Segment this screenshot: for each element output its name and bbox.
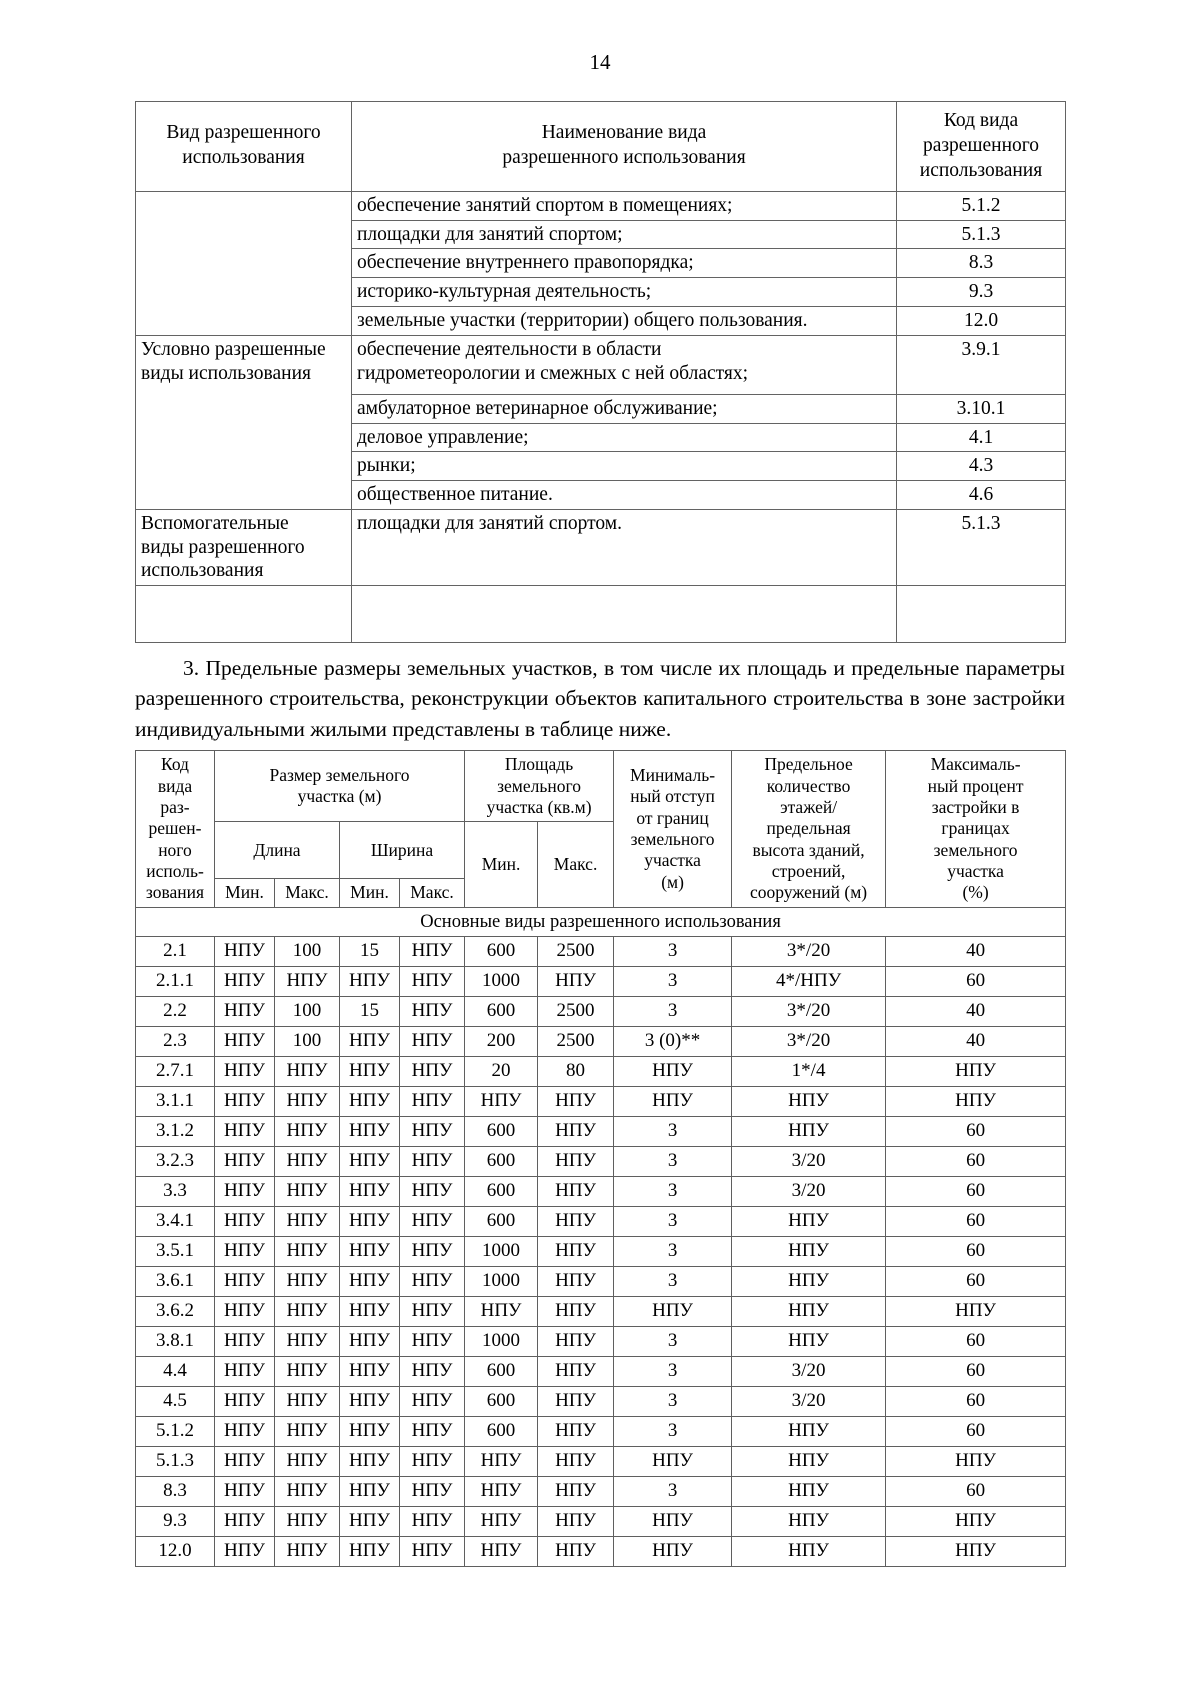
cell-code: 8.3 [136, 1476, 215, 1506]
cell-offset: 3 [614, 1236, 732, 1266]
cell-area-max: НПУ [538, 1086, 614, 1116]
cell-offset: 3 [614, 1266, 732, 1296]
cell-length-max: НПУ [275, 1356, 340, 1386]
cell-length-max: НПУ [275, 1536, 340, 1566]
cell-floors: 3*/20 [732, 996, 886, 1026]
cell-width-max: НПУ [400, 1416, 465, 1446]
table-row [136, 936, 1066, 966]
cell-width-max: НПУ [400, 1536, 465, 1566]
cell-area-max: НПУ [538, 1176, 614, 1206]
cell-offset: 3 [614, 1116, 732, 1146]
cell-floors: НПУ [732, 1116, 886, 1146]
cell-width-max: НПУ [400, 1386, 465, 1416]
cell-area-max: НПУ [538, 1116, 614, 1146]
cell-offset: НПУ [614, 1506, 732, 1536]
cell-width-max: НПУ [400, 1236, 465, 1266]
table-row [136, 1116, 1066, 1146]
table-row [136, 1416, 1066, 1446]
cell-floors: НПУ [732, 1296, 886, 1326]
header-code: Код вида разрешенного использования [897, 102, 1066, 192]
cell-offset: 3 [614, 1206, 732, 1236]
cell-offset: 3 [614, 1476, 732, 1506]
cell-area-min: 600 [465, 1146, 538, 1176]
use-code-cell: 4.3 [897, 452, 1066, 481]
cell-width-min: НПУ [340, 1086, 400, 1116]
use-code-cell: 3.9.1 [897, 335, 1066, 394]
cell-offset: 3 [614, 936, 732, 966]
cell-width-min: НПУ [340, 966, 400, 996]
cell-area-max: НПУ [538, 1326, 614, 1356]
cell-width-min: НПУ [340, 1146, 400, 1176]
cell-length-min: НПУ [215, 1476, 275, 1506]
cell-offset: НПУ [614, 1536, 732, 1566]
table-row [136, 1536, 1066, 1566]
cell-area-max: НПУ [538, 1536, 614, 1566]
use-code-cell: 3.10.1 [897, 394, 1066, 423]
table-row [136, 1326, 1066, 1356]
cell-width-max: НПУ [400, 1506, 465, 1536]
cell-area-max: НПУ [538, 1416, 614, 1446]
cell-area-max: НПУ [538, 1146, 614, 1176]
permitted-use-table-body [136, 191, 1066, 642]
table-row [136, 1296, 1066, 1326]
cell-percent: 60 [886, 1236, 1066, 1266]
cell-floors: 4*/НПУ [732, 966, 886, 996]
cell-length-min: НПУ [215, 1446, 275, 1476]
cell-area-max: НПУ [538, 1386, 614, 1416]
header-width-min: Мин. [340, 879, 400, 907]
section-label: Основные виды разрешенного использования [136, 907, 1066, 936]
cell-percent: НПУ [886, 1506, 1066, 1536]
use-name-cell: общественное питание. [352, 481, 897, 510]
cell-percent: НПУ [886, 1296, 1066, 1326]
cell-area-min: НПУ [465, 1536, 538, 1566]
cell-width-min: НПУ [340, 1236, 400, 1266]
cell-length-max: НПУ [275, 1416, 340, 1446]
cell-length-max: НПУ [275, 1266, 340, 1296]
table-header-row [136, 102, 1066, 192]
cell-length-max: НПУ [275, 1146, 340, 1176]
cell-percent: НПУ [886, 1086, 1066, 1116]
permitted-use-table [135, 101, 1066, 643]
cell-code: 12.0 [136, 1536, 215, 1566]
header-max-percent: Максималь- ный процент застройки в границах земельного участка (%) [886, 751, 1066, 907]
cell-percent: 60 [886, 1146, 1066, 1176]
cell-area-min: НПУ [465, 1086, 538, 1116]
use-name-cell: обеспечение внутреннего правопорядка; [352, 249, 897, 278]
cell-length-max: НПУ [275, 1446, 340, 1476]
use-code-cell: 9.3 [897, 278, 1066, 307]
cell-length-max: НПУ [275, 1476, 340, 1506]
cell-area-min: 200 [465, 1026, 538, 1056]
cell-offset: 3 [614, 996, 732, 1026]
parameters-header-row-1 [136, 751, 1066, 822]
cell-length-min: НПУ [215, 936, 275, 966]
cell-width-max: НПУ [400, 1356, 465, 1386]
use-code-cell: 4.1 [897, 423, 1066, 452]
use-name-cell: площадки для занятий спортом. [352, 509, 897, 585]
cell-width-max: НПУ [400, 1326, 465, 1356]
header-code-of-use: Код вида раз- решен- ного исполь- зования [136, 751, 215, 907]
use-category-cell: Условно разрешенные виды использования [136, 335, 352, 509]
cell-area-min: 20 [465, 1056, 538, 1086]
table-row [136, 191, 1066, 220]
cell-length-min: НПУ [215, 996, 275, 1026]
cell-area-max: НПУ [538, 1476, 614, 1506]
cell-code: 2.2 [136, 996, 215, 1026]
cell-area-max: НПУ [538, 1446, 614, 1476]
cell-floors: 3/20 [732, 1176, 886, 1206]
table-row [136, 1356, 1066, 1386]
cell-code: 4.4 [136, 1356, 215, 1386]
cell-floors: НПУ [732, 1416, 886, 1446]
cell-offset: НПУ [614, 1086, 732, 1116]
spacer-cell [352, 614, 897, 642]
cell-code: 3.6.2 [136, 1296, 215, 1326]
use-name-cell: деловое управление; [352, 423, 897, 452]
cell-code: 3.4.1 [136, 1206, 215, 1236]
cell-percent: 40 [886, 1026, 1066, 1056]
cell-offset: 3 [614, 1416, 732, 1446]
cell-code: 2.1.1 [136, 966, 215, 996]
cell-area-min: НПУ [465, 1446, 538, 1476]
cell-offset: 3 [614, 1146, 732, 1176]
cell-length-max: НПУ [275, 1056, 340, 1086]
table-row [136, 966, 1066, 996]
cell-width-min: НПУ [340, 1386, 400, 1416]
paragraph-3-text: 3. Предельные размеры земельных участков, в том числе их площадь и предельные параметры разрешенного строительства, реконструкции объектов капитального строительства в зоне застройки индивидуальными жилыми [135, 655, 1065, 741]
cell-code: 3.2.3 [136, 1146, 215, 1176]
use-name-cell: земельные участки (территории) общего пользования. [352, 306, 897, 335]
cell-length-min: НПУ [215, 1296, 275, 1326]
cell-floors: НПУ [732, 1086, 886, 1116]
permitted-use-table-head [136, 102, 1066, 192]
cell-length-max: НПУ [275, 1506, 340, 1536]
header-plot-size: Размер земельного участка (м) [215, 751, 465, 822]
cell-percent: НПУ [886, 1056, 1066, 1086]
use-name-cell: историко-культурная деятельность; [352, 278, 897, 307]
cell-floors: НПУ [732, 1506, 886, 1536]
header-length-max: Макс. [275, 879, 340, 907]
cell-offset: НПУ [614, 1446, 732, 1476]
cell-length-max: 100 [275, 936, 340, 966]
spacer-cell [136, 586, 352, 614]
cell-offset: 3 [614, 1356, 732, 1386]
spacer-cell [897, 586, 1066, 614]
spacer-cell [136, 614, 352, 642]
cell-length-max: НПУ [275, 1236, 340, 1266]
header-area-min: Мин. [465, 822, 538, 907]
cell-floors: НПУ [732, 1236, 886, 1266]
cell-area-max: 2500 [538, 996, 614, 1026]
page-content [135, 73, 1065, 1567]
cell-width-max: НПУ [400, 1056, 465, 1086]
cell-width-max: НПУ [400, 1086, 465, 1116]
cell-area-min: 600 [465, 936, 538, 966]
cell-area-min: 600 [465, 1416, 538, 1446]
cell-percent: 40 [886, 936, 1066, 966]
cell-width-min: НПУ [340, 1446, 400, 1476]
cell-area-min: 600 [465, 1116, 538, 1146]
cell-width-min: НПУ [340, 1476, 400, 1506]
use-code-cell: 5.1.2 [897, 191, 1066, 220]
cell-width-max: НПУ [400, 1266, 465, 1296]
cell-width-min: НПУ [340, 1026, 400, 1056]
cell-area-min: 600 [465, 1176, 538, 1206]
cell-length-min: НПУ [215, 1536, 275, 1566]
cell-floors: 3/20 [732, 1386, 886, 1416]
cell-length-max: НПУ [275, 1206, 340, 1236]
cell-area-max: НПУ [538, 966, 614, 996]
cell-width-min: НПУ [340, 1266, 400, 1296]
cell-area-min: НПУ [465, 1476, 538, 1506]
cell-floors: НПУ [732, 1476, 886, 1506]
cell-length-max: НПУ [275, 966, 340, 996]
cell-percent: 60 [886, 1176, 1066, 1206]
cell-floors: 3*/20 [732, 936, 886, 966]
cell-width-min: НПУ [340, 1536, 400, 1566]
cell-area-min: 600 [465, 996, 538, 1026]
cell-width-min: 15 [340, 936, 400, 966]
cell-width-max: НПУ [400, 1176, 465, 1206]
parameters-table-head [136, 751, 1066, 907]
cell-percent: НПУ [886, 1536, 1066, 1566]
table-row [136, 1476, 1066, 1506]
cell-area-min: 600 [465, 1206, 538, 1236]
cell-length-max: НПУ [275, 1326, 340, 1356]
cell-length-min: НПУ [215, 1356, 275, 1386]
cell-code: 3.6.1 [136, 1266, 215, 1296]
cell-code: 2.7.1 [136, 1056, 215, 1086]
cell-percent: 60 [886, 1116, 1066, 1146]
cell-offset: 3 [614, 966, 732, 996]
cell-area-max: НПУ [538, 1296, 614, 1326]
cell-length-max: НПУ [275, 1086, 340, 1116]
header-plot-area: Площадь земельного участка (кв.м) [465, 751, 614, 822]
cell-length-max: 100 [275, 1026, 340, 1056]
cell-percent: 60 [886, 1326, 1066, 1356]
cell-width-min: НПУ [340, 1506, 400, 1536]
cell-area-max: НПУ [538, 1506, 614, 1536]
table-row [136, 614, 1066, 642]
table-row [136, 1086, 1066, 1116]
cell-width-max: НПУ [400, 936, 465, 966]
use-name-cell: амбулаторное ветеринарное обслуживание; [352, 394, 897, 423]
cell-length-min: НПУ [215, 1386, 275, 1416]
cell-area-min: НПУ [465, 1506, 538, 1536]
cell-percent: 60 [886, 1206, 1066, 1236]
cell-area-min: 1000 [465, 1266, 538, 1296]
cell-floors: 3/20 [732, 1356, 886, 1386]
cell-code: 3.8.1 [136, 1326, 215, 1356]
use-code-cell: 12.0 [897, 306, 1066, 335]
cell-width-min: НПУ [340, 1116, 400, 1146]
cell-offset: 3 [614, 1176, 732, 1206]
use-name-cell: рынки; [352, 452, 897, 481]
cell-area-min: 1000 [465, 1326, 538, 1356]
parameters-table [135, 750, 1066, 1567]
cell-width-min: НПУ [340, 1296, 400, 1326]
cell-code: 3.1.1 [136, 1086, 215, 1116]
parameters-table-body [136, 907, 1066, 1566]
cell-area-min: 1000 [465, 966, 538, 996]
cell-width-max: НПУ [400, 1476, 465, 1506]
table-row [136, 1026, 1066, 1056]
cell-percent: 40 [886, 996, 1066, 1026]
spacer-cell [897, 614, 1066, 642]
cell-length-min: НПУ [215, 1416, 275, 1446]
cell-floors: НПУ [732, 1326, 886, 1356]
use-category-cell: Вспомогательные виды разрешенного использования [136, 509, 352, 585]
cell-area-max: НПУ [538, 1236, 614, 1266]
cell-length-min: НПУ [215, 1086, 275, 1116]
cell-percent: НПУ [886, 1446, 1066, 1476]
cell-width-max: НПУ [400, 1116, 465, 1146]
paragraph-3-lastline: представлены в таблице ниже. [392, 716, 672, 741]
header-min-offset: Минималь- ный отступ от границ земельного участка (м) [614, 751, 732, 907]
cell-length-max: НПУ [275, 1296, 340, 1326]
header-width: Ширина [340, 822, 465, 879]
cell-length-min: НПУ [215, 1146, 275, 1176]
cell-length-min: НПУ [215, 1056, 275, 1086]
header-name: Наименование вида разрешенного использования [352, 102, 897, 192]
cell-code: 9.3 [136, 1506, 215, 1536]
cell-area-min: 1000 [465, 1236, 538, 1266]
cell-area-min: 600 [465, 1386, 538, 1416]
table-row [136, 1266, 1066, 1296]
cell-width-max: НПУ [400, 1206, 465, 1236]
use-code-cell: 5.1.3 [897, 509, 1066, 585]
cell-width-max: НПУ [400, 1146, 465, 1176]
table-row [136, 586, 1066, 614]
cell-code: 3.1.2 [136, 1116, 215, 1146]
cell-code: 2.3 [136, 1026, 215, 1056]
cell-floors: 3*/20 [732, 1026, 886, 1056]
cell-length-min: НПУ [215, 1206, 275, 1236]
cell-floors: НПУ [732, 1536, 886, 1566]
cell-area-max: НПУ [538, 1356, 614, 1386]
cell-width-max: НПУ [400, 966, 465, 996]
cell-code: 3.3 [136, 1176, 215, 1206]
use-name-cell: площадки для занятий спортом; [352, 220, 897, 249]
table-row [136, 1206, 1066, 1236]
paragraph-3 [135, 653, 1065, 745]
cell-length-min: НПУ [215, 1026, 275, 1056]
cell-width-min: НПУ [340, 1056, 400, 1086]
cell-area-max: 80 [538, 1056, 614, 1086]
cell-offset: 3 [614, 1326, 732, 1356]
use-name-cell: обеспечение занятий спортом в помещениях; [352, 191, 897, 220]
cell-length-max: НПУ [275, 1176, 340, 1206]
use-code-cell: 8.3 [897, 249, 1066, 278]
use-code-cell: 5.1.3 [897, 220, 1066, 249]
header-length-min: Мин. [215, 879, 275, 907]
cell-area-min: 600 [465, 1356, 538, 1386]
cell-length-min: НПУ [215, 966, 275, 996]
cell-floors: НПУ [732, 1446, 886, 1476]
cell-percent: 60 [886, 1476, 1066, 1506]
cell-width-max: НПУ [400, 1446, 465, 1476]
cell-code: 3.5.1 [136, 1236, 215, 1266]
table-row [136, 1236, 1066, 1266]
cell-code: 5.1.3 [136, 1446, 215, 1476]
header-floors-height: Предельное количество этажей/ предельная высота зданий, строений, сооружений (м) [732, 751, 886, 907]
cell-area-max: 2500 [538, 936, 614, 966]
cell-offset: НПУ [614, 1296, 732, 1326]
cell-percent: 60 [886, 1416, 1066, 1446]
table-row [136, 1056, 1066, 1086]
header-width-max: Макс. [400, 879, 465, 907]
table-row [136, 996, 1066, 1026]
use-name-cell: обеспечение деятельности в области гидрометеорологии и смежных с ней областях; [352, 335, 897, 394]
cell-percent: 60 [886, 1266, 1066, 1296]
cell-width-min: НПУ [340, 1206, 400, 1236]
cell-length-min: НПУ [215, 1266, 275, 1296]
header-kind: Вид разрешенного использования [136, 102, 352, 192]
cell-area-min: НПУ [465, 1296, 538, 1326]
cell-length-min: НПУ [215, 1116, 275, 1146]
cell-length-min: НПУ [215, 1326, 275, 1356]
cell-floors: 3/20 [732, 1146, 886, 1176]
table-row [136, 1146, 1066, 1176]
cell-offset: 3 (0)** [614, 1026, 732, 1056]
spacer-cell [352, 586, 897, 614]
cell-offset: НПУ [614, 1056, 732, 1086]
cell-width-min: НПУ [340, 1356, 400, 1386]
cell-percent: 60 [886, 966, 1066, 996]
cell-area-max: 2500 [538, 1026, 614, 1056]
cell-code: 2.1 [136, 936, 215, 966]
cell-width-min: НПУ [340, 1326, 400, 1356]
cell-width-max: НПУ [400, 1026, 465, 1056]
table-row [136, 1176, 1066, 1206]
cell-percent: 60 [886, 1386, 1066, 1416]
cell-width-min: НПУ [340, 1416, 400, 1446]
cell-width-min: 15 [340, 996, 400, 1026]
cell-area-max: НПУ [538, 1206, 614, 1236]
cell-floors: НПУ [732, 1206, 886, 1236]
cell-width-max: НПУ [400, 1296, 465, 1326]
cell-offset: 3 [614, 1386, 732, 1416]
cell-length-min: НПУ [215, 1236, 275, 1266]
cell-code: 4.5 [136, 1386, 215, 1416]
cell-length-max: 100 [275, 996, 340, 1026]
cell-floors: НПУ [732, 1266, 886, 1296]
use-category-cell [136, 191, 352, 335]
cell-length-min: НПУ [215, 1506, 275, 1536]
table-row [136, 1446, 1066, 1476]
use-code-cell: 4.6 [897, 481, 1066, 510]
cell-area-max: НПУ [538, 1266, 614, 1296]
cell-floors: 1*/4 [732, 1056, 886, 1086]
cell-width-max: НПУ [400, 996, 465, 1026]
cell-length-max: НПУ [275, 1386, 340, 1416]
section-row [136, 907, 1066, 936]
cell-code: 5.1.2 [136, 1416, 215, 1446]
table-row [136, 1506, 1066, 1536]
header-area-max: Макс. [538, 822, 614, 907]
page-number: 14 [589, 50, 611, 74]
cell-percent: 60 [886, 1356, 1066, 1386]
table-row [136, 335, 1066, 394]
cell-length-max: НПУ [275, 1116, 340, 1146]
table-row [136, 509, 1066, 585]
table-row [136, 1386, 1066, 1416]
cell-length-min: НПУ [215, 1176, 275, 1206]
cell-width-min: НПУ [340, 1176, 400, 1206]
header-length: Длина [215, 822, 340, 879]
